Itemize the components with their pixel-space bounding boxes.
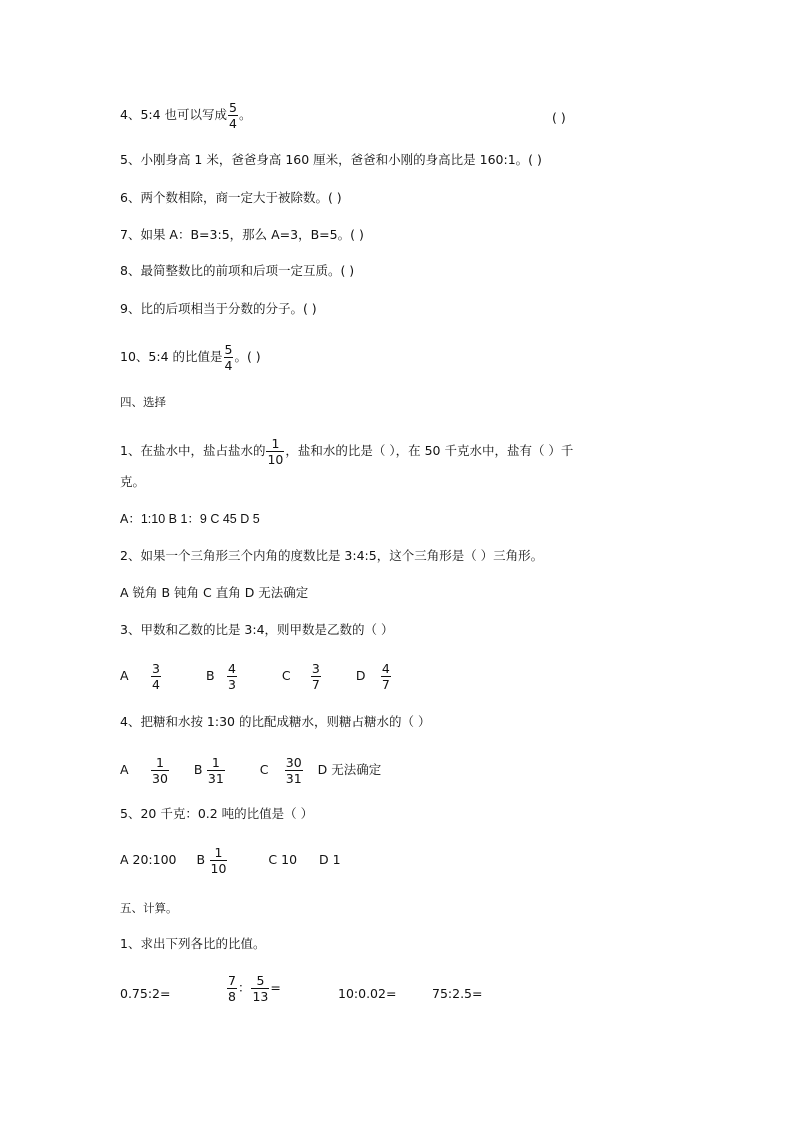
calc-expr-3: 10:0.02= <box>338 986 397 1001</box>
choice-q1-options: A：1:10 B 1：9 C 45 D 5 <box>120 512 260 526</box>
judge-item-7: 7、如果 A：B=3:5，那么 A=3，B=5。( ) <box>120 227 364 242</box>
choice-q3: 3、甲数和乙数的比是 3:4，则甲数是乙数的（ ） <box>120 622 394 637</box>
calc-expr-4: 75:2.5= <box>432 986 483 1001</box>
choice-q4-options: A $\frac{1}{30}$ B $\frac{1}{31}$ C $\frac{30}{31}$ D 无法确定 <box>120 755 382 786</box>
choice-q4: 4、把糖和水按 1:30 的比配成糖水，则糖占糖水的（ ） <box>120 714 431 729</box>
fraction: $\frac{1}{30}$ <box>152 755 168 786</box>
calc-expr-2: $\frac{7}{8}$ ： $\frac{5}{13}$ = <box>228 973 281 1004</box>
fraction: $\frac{7}{8}$ <box>228 973 236 1004</box>
item-text: 4、5:4 也可以写成 <box>120 107 228 122</box>
section-heading-5: 五、计算。 <box>120 901 178 915</box>
fraction: $\frac{30}{31}$ <box>285 755 302 786</box>
fraction: $\frac{4}{3}$ <box>227 661 236 692</box>
choice-q1: 1、在盐水中，盐占盐水的 $\frac{1}{10}$ ，盐和水的比是（ ），在 50 千克水中，盐有（ ）千 <box>120 436 574 467</box>
fraction: $\frac{3}{7}$ <box>311 661 320 692</box>
answer-paren[interactable]: ( ) <box>552 110 566 125</box>
fraction: $\frac{1}{10}$ <box>267 436 284 467</box>
judge-item-5: 5、小刚身高 1 米，爸爸身高 160 厘米，爸爸和小刚的身高比是 160:1。( ) <box>120 152 542 167</box>
judge-item-8: 8、最简整数比的前项和后项一定互质。( ) <box>120 263 355 278</box>
section-heading-4: 四、选择 <box>120 395 166 409</box>
calc-q1: 1、求出下列各比的比值。 <box>120 936 266 951</box>
judge-item-10: 10、5:4 的比值是 $\frac{5}{4}$ 。( ) <box>120 342 261 373</box>
judge-item-4: 4、5:4 也可以写成 $\frac{5}{4}$ 。 <box>120 100 252 131</box>
choice-q2-options: A 锐角 B 钝角 C 直角 D 无法确定 <box>120 585 309 600</box>
choice-q2: 2、如果一个三角形三个内角的度数比是 3:4:5，这个三角形是（ ）三角形。 <box>120 548 544 563</box>
fraction: $\frac{5}{4}$ <box>229 100 237 131</box>
fraction: $\frac{4}{7}$ <box>381 661 390 692</box>
fraction: $\frac{5}{4}$ <box>224 342 233 373</box>
fraction: $\frac{5}{13}$ <box>252 973 269 1004</box>
fraction: $\frac{3}{4}$ <box>152 661 160 692</box>
fraction: $\frac{1}{10}$ <box>210 845 227 876</box>
choice-q5: 5、20 千克：0.2 吨的比值是（ ） <box>120 806 314 821</box>
choice-q5-options: A 20:100 B $\frac{1}{10}$ C 10 D 1 <box>120 845 341 876</box>
judge-item-6: 6、两个数相除，商一定大于被除数。( ) <box>120 190 342 205</box>
choice-q3-options: A $\frac{3}{4}$ B $\frac{4}{3}$ C $\frac{3}{7}$ D $\frac{4}{7}$ <box>120 661 390 692</box>
judge-item-9: 9、比的后项相当于分数的分子。( ) <box>120 301 317 316</box>
calc-expr-1: 0.75:2= <box>120 986 171 1001</box>
fraction: $\frac{1}{31}$ <box>207 755 224 786</box>
choice-q1-cont: 克。 <box>120 474 146 489</box>
